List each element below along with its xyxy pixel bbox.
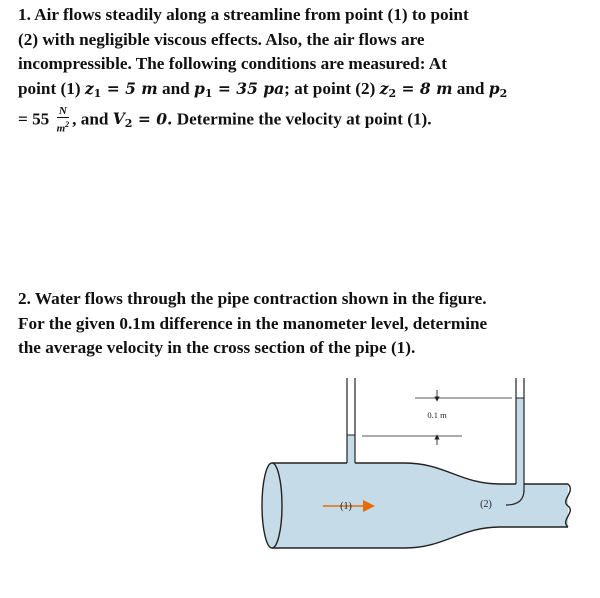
problem-1-line-2: (2) with negligible viscous effects. Also, the air flows are	[18, 29, 425, 49]
right-tube-water	[516, 398, 524, 486]
line4-middle: ; at point (2)	[284, 78, 380, 98]
p1-symbol: $p_1$	[194, 78, 213, 100]
z1-value: = 5 m	[101, 78, 158, 98]
problem-2-line-3: the average velocity in the cross section of the pipe (1).	[18, 338, 416, 357]
problem-2-line-2: For the given 0.1m difference in the manometer level, determine	[18, 313, 488, 333]
station-2-label: (2)	[480, 499, 492, 510]
p1-value: = 35 pa	[212, 78, 285, 98]
problem-1-line-1: 1. Air flows steadily along a streamline from point (1) to point	[18, 5, 469, 24]
unit-fraction: $\frac{N}{m^2}$	[56, 105, 70, 135]
problem-1-line-3: incompressible. The following conditions are measured: At	[18, 54, 447, 73]
and-word-2: and	[452, 78, 489, 98]
and-word-3: and	[76, 109, 113, 129]
p2-symbol: $p_2$	[488, 78, 508, 100]
line5-comma: ,	[72, 109, 77, 129]
left-tube-water	[347, 435, 355, 465]
dim-label: 0.1 m	[427, 410, 447, 420]
z1-symbol: $z_1$	[84, 78, 102, 100]
line5-prefix: = 55	[18, 109, 54, 129]
and-word-1: and	[157, 78, 195, 98]
pipe-left-opening	[262, 463, 282, 548]
v2-symbol: $V_2$	[112, 109, 133, 131]
problem-2-line-1: 2. Water flows through the pipe contraction shown in the figure.	[18, 289, 487, 308]
line5-suffix: Determine the velocity at point (1).	[172, 109, 432, 129]
v2-value: = 0.	[132, 109, 173, 129]
station-1-label: (1)	[340, 501, 352, 512]
z2-value: = 8 m	[396, 78, 453, 98]
line4-prefix: point (1)	[18, 78, 85, 98]
z2-symbol: $z_2$	[379, 78, 397, 100]
